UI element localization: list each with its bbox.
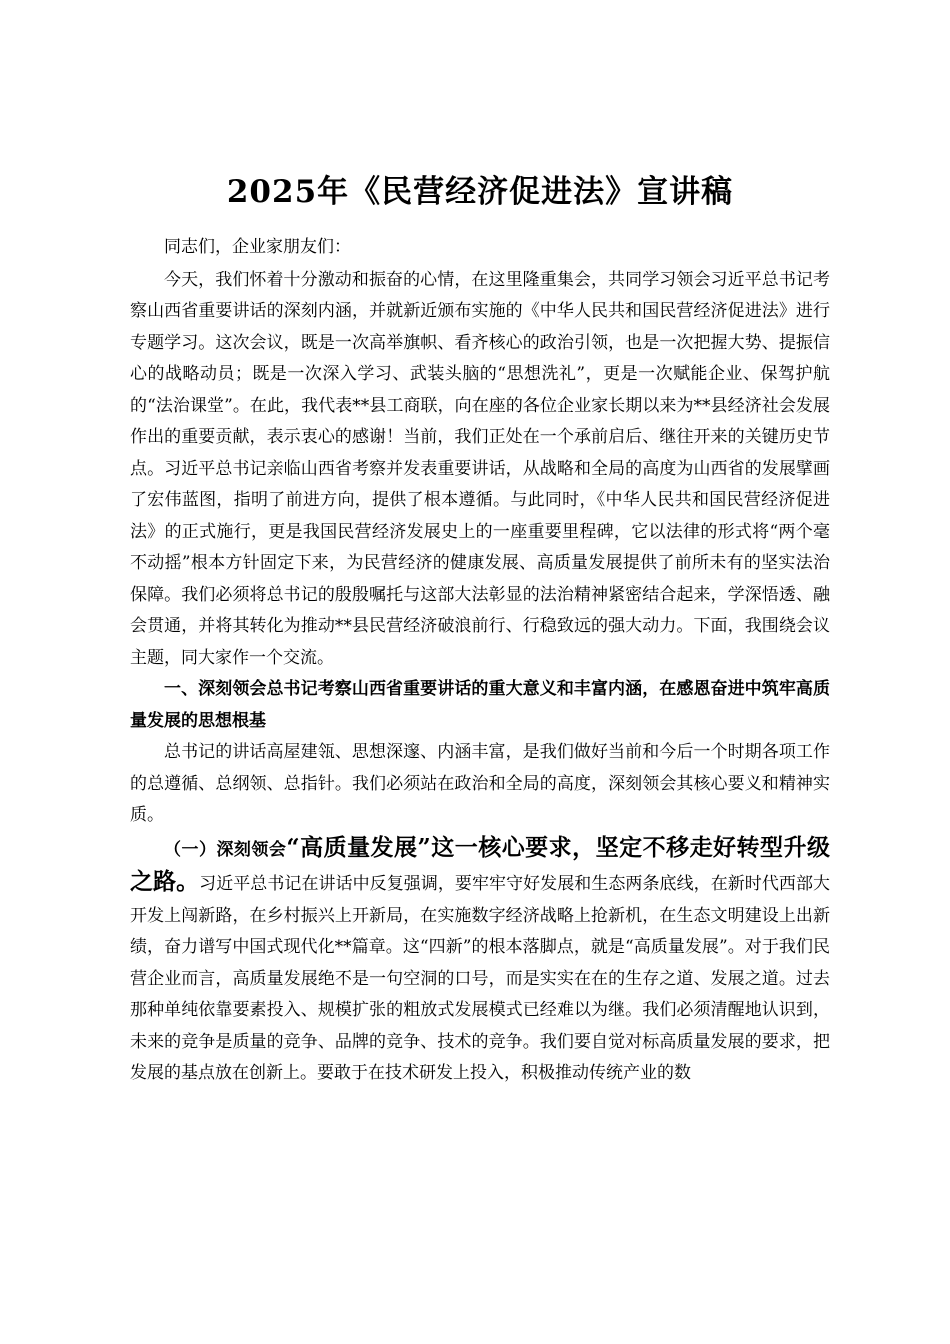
subsection-1-paragraph xyxy=(130,832,830,1090)
document-page xyxy=(130,168,830,1090)
subsection-1-text: 习近平总书记在讲话中反复强调，要牢牢守好发展和生态两条底线，在新时代西部大开发上闯新路，在乡村振兴上开新局，在实施数字经济战略上抢新机，在生态文明建设上出新绩，奋力谱写中国式现代化**篇章。这“四新”的根本落脚点，就是“高质量发展”。对于我们民营企业而言，高质量发展绝不是一句空洞的口号，而是实实在在的生存之道、发展之道。过去那种单纯依靠要素投入、规模扩张的粗放式发展模式已经难以为继。我们必须清醒地认识到，未来的竞争是质量的竞争、品牌的竞争、技术的竞争。我们要自觉对标高质量发展的要求，把发展的基点放在创新上。要敢于在技术研发上投入，积极推动传统产业的数 xyxy=(130,874,831,1083)
salutation: 同志们，企业家朋友们： xyxy=(164,237,351,257)
section-1-heading: 一、深刻领会总书记考察山西省重要讲话的重大意义和丰富内涵，在感恩奋进中筑牢高质量发展的思想根基 xyxy=(130,679,830,731)
subsection-1-lead-prefix: （一）深刻领会 xyxy=(164,839,287,860)
document-title: 2025年《民营经济促进法》宣讲稿 xyxy=(226,174,734,210)
intro-paragraph: 今天，我们怀着十分激动和振奋的心情，在这里隆重集会，共同学习领会习近平总书记考察山西省重要讲话的深刻内涵，并就新近颁布实施的《中华人民共和国民营经济促进法》进行专题学习。这次会议，既是一次高举旗帜、看齐核心的政治引领，也是一次把握大势、提振信心的战略动员；既是一次深入学习、武装头脑的“思想洗礼”，更是一次赋能企业、保驾护航的“法治课堂”。在此，我代表**县工商联，向在座的各位企业家长期以来为**县经济社会发展作出的重要贡献，表示衷心的感谢！当前，我们正处在一个承前启后、继往开来的关键历史节点。习近平总书记亲临山西省考察并发表重要讲话，从战略和全局的高度为山西省的发展擘画了宏伟蓝图，指明了前进方向，提供了根本遵循。与此同时，《中华人民共和国民营经济促进法》的正式施行，更是我国民营经济发展史上的一座重要里程碑，它以法律的形式将“两个毫不动摇”根本方针固定下来，为民营经济的健康发展、高质量发展提供了前所未有的坚实法治保障。我们必须将总书记的殷殷嘱托与这部大法彰显的法治精神紧密结合起来，学深悟透、融会贯通，并将其转化为推动**县民营经济破浪前行、行稳致远的强大动力。下面，我围绕会议主题，同大家作一个交流。 xyxy=(130,269,830,668)
subsection-1-lead-emphasis: “高质量发展”这一核心要求，坚定不移走好转型升级之路。 xyxy=(130,833,830,895)
section-1-paragraph: 总书记的讲话高屋建瓴、思想深邃、内涵丰富，是我们做好当前和今后一个时期各项工作的总遵循、总纲领、总指针。我们必须站在政治和全局的高度，深刻领会其核心要义和精神实质。 xyxy=(130,742,830,825)
